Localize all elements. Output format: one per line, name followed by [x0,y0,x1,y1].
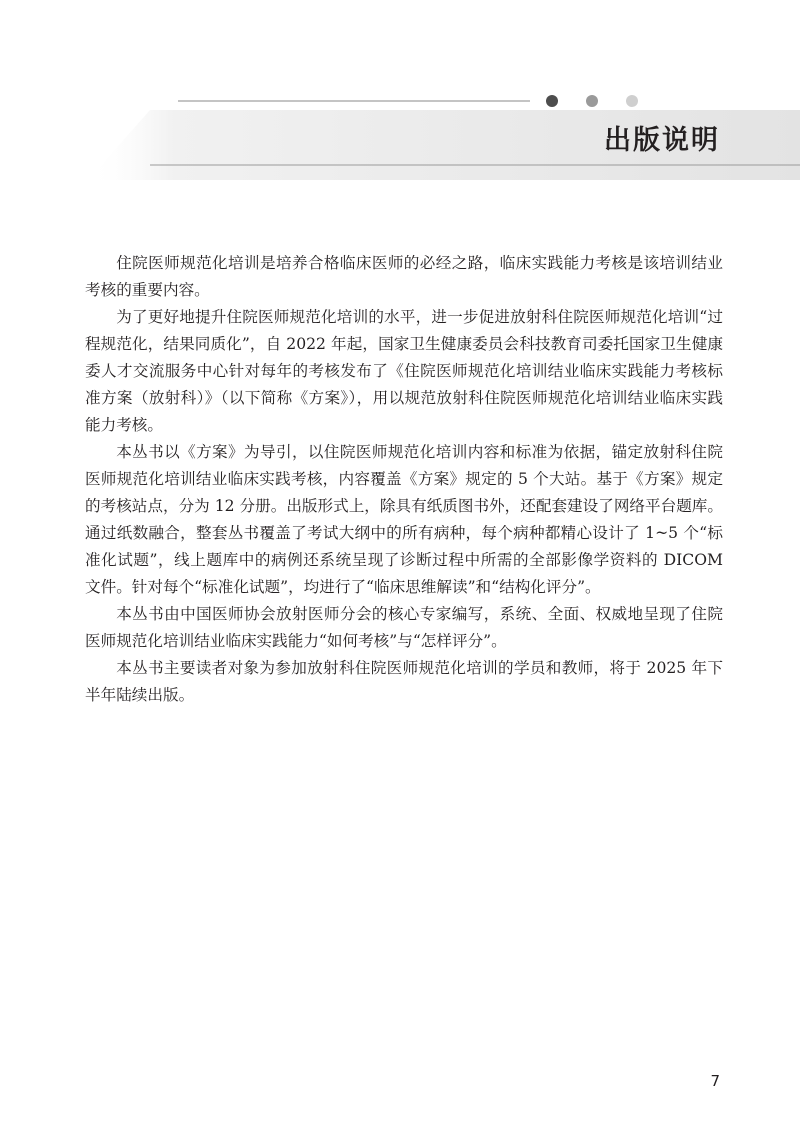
paragraph-5: 本丛书主要读者对象为参加放射科住院医师规范化培训的学员和教师，将于 2025 年下半年陆续出版。 [85,659,723,704]
page-number: 7 [710,1072,720,1090]
paragraph-1: 住院医师规范化培训是培养合格临床医师的必经之路，临床实践能力考核是该培训结业考核的重要内容。 [85,254,723,299]
paragraph-3: 本丛书以《方案》为导引，以住院医师规范化培训内容和标准为依据，锚定放射科住院医师规范化培训结业临床实践考核，内容覆盖《方案》规定的 5 个大站。基于《方案》规定的考核站点，分为 12 分册。出版形式上，除具有纸质图书外，还配套建设了网络平台题库。通过纸数融合，整套丛书覆盖了考试大纲中的所有病种，每个病种都精心设计了 1~5 个“标准化试题”，线上题库中的病例还系统呈现了诊断过程中所需的全部影像学资料的 DICOM 文件。针对每个“标准化试题”，均进行了“临床思维解读”和“结构化评分”。 [85,443,723,596]
header-banner [0,0,800,190]
header-dot-dark [546,95,558,107]
page-title: 出版说明 [604,125,720,156]
header-dot-mid [586,95,598,107]
body-text [85,250,723,709]
header-dot-light [626,95,638,107]
header-decoration [0,0,800,190]
paragraph-4: 本丛书由中国医师协会放射医师分会的核心专家编写，系统、全面、权威地呈现了住院医师规范化培训结业临床实践能力“如何考核”与“怎样评分”。 [85,605,723,650]
paragraph-2: 为了更好地提升住院医师规范化培训的水平，进一步促进放射科住院医师规范化培训“过程规范化，结果同质化”，自 2022 年起，国家卫生健康委员会科技教育司委托国家卫生健康委人才交流服务中心针对每年的考核发布了《住院医师规范化培训结业临床实践能力考核标准方案（放射科）》（以下简称《方案》），用以规范放射科住院医师规范化培训结业临床实践能力考核。 [85,308,723,434]
